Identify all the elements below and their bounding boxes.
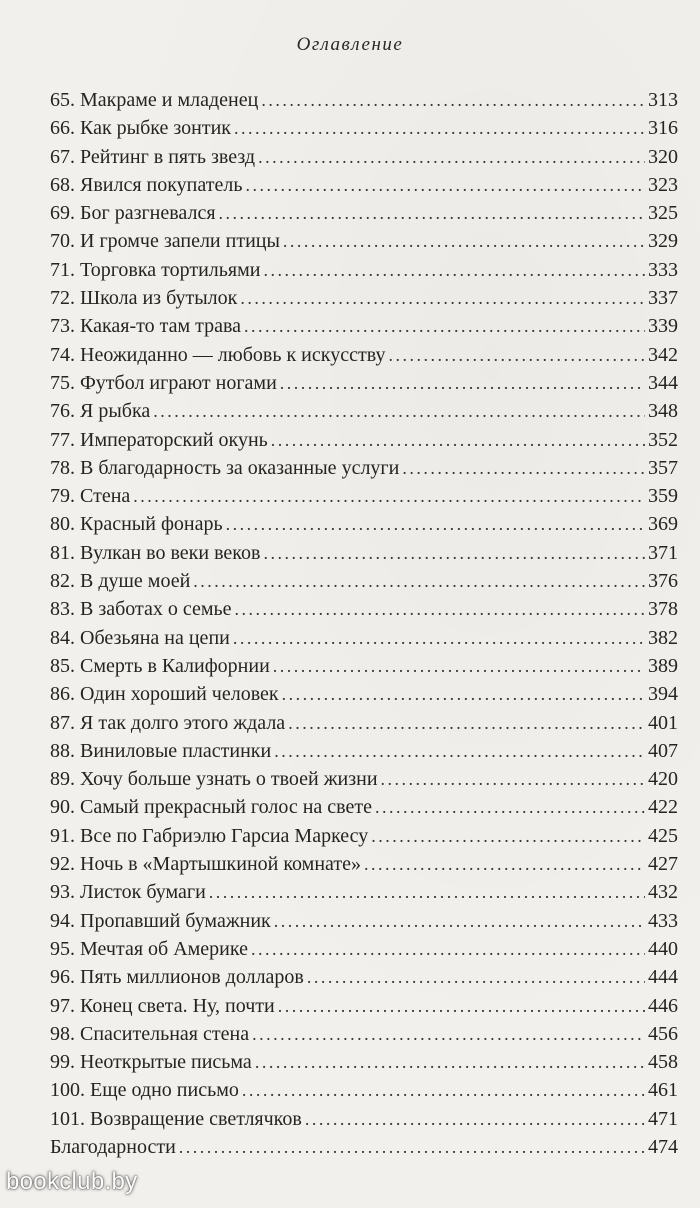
toc-entry-page-number: 456 xyxy=(648,1022,678,1045)
toc-entry xyxy=(50,963,678,991)
toc-entry-page-number: 444 xyxy=(648,966,678,989)
toc-entry-page-number: 378 xyxy=(648,598,678,621)
toc-entry xyxy=(50,1076,678,1104)
toc-entry-page-number: 352 xyxy=(648,428,678,451)
toc-entry xyxy=(50,907,678,935)
dot-leader xyxy=(252,1020,645,1048)
dot-leader xyxy=(261,86,645,114)
toc-entry-page-number: 461 xyxy=(648,1079,678,1102)
toc-entry-title: 99. Неоткрытые письма xyxy=(50,1051,252,1074)
toc-entry xyxy=(50,737,678,765)
table-of-contents xyxy=(50,86,678,1161)
toc-entry xyxy=(50,454,678,482)
toc-entry xyxy=(50,992,678,1020)
toc-entry-page-number: 369 xyxy=(648,513,678,536)
dot-leader xyxy=(280,369,645,397)
toc-entry-title: 86. Один хороший человек xyxy=(50,683,279,706)
toc-entry-title: 87. Я так долго этого ждала xyxy=(50,711,286,734)
toc-entry-title: 81. Вулкан во веки веков xyxy=(50,541,261,564)
toc-entry-title: 68. Явился покупатель xyxy=(50,173,243,196)
dot-leader xyxy=(278,992,645,1020)
dot-leader xyxy=(193,567,645,595)
toc-entry xyxy=(50,624,678,652)
dot-leader xyxy=(255,1048,645,1076)
dot-leader xyxy=(288,709,645,737)
toc-entry xyxy=(50,652,678,680)
toc-entry-title: 70. И громче запели птицы xyxy=(50,230,280,253)
toc-entry-title: 93. Листок бумаги xyxy=(50,881,206,904)
toc-entry-page-number: 425 xyxy=(648,824,678,847)
toc-entry-title: 75. Футбол играют ногами xyxy=(50,371,277,394)
dot-leader xyxy=(153,397,645,425)
toc-entry-title: 101. Возвращение светлячков xyxy=(50,1107,302,1130)
toc-entry-page-number: 401 xyxy=(648,711,678,734)
dot-leader xyxy=(235,595,645,623)
toc-entry-page-number: 313 xyxy=(648,89,678,111)
dot-leader xyxy=(234,114,645,142)
toc-entry-title: 79. Стена xyxy=(50,485,131,508)
toc-entry-title: 80. Красный фонарь xyxy=(50,513,223,536)
watermark-text: bookclub.by xyxy=(6,1168,138,1195)
dot-leader xyxy=(283,227,645,255)
dot-leader xyxy=(258,143,645,171)
toc-entry-title: 90. Самый прекрасный голос на свете xyxy=(50,796,372,819)
toc-entry-title: 83. В заботах о семье xyxy=(50,598,232,621)
dot-leader xyxy=(251,935,645,963)
toc-entry xyxy=(50,114,678,142)
toc-entry xyxy=(50,822,678,850)
toc-entry-page-number: 427 xyxy=(648,853,678,876)
toc-entry xyxy=(50,595,678,623)
toc-entry-title: 67. Рейтинг в пять звезд xyxy=(50,145,256,168)
dot-leader xyxy=(263,256,645,284)
dot-leader xyxy=(233,624,645,652)
toc-entry-title: 89. Хочу больше узнать о твоей жизни xyxy=(50,768,378,791)
toc-entry-title: 73. Какая-то там трава xyxy=(50,315,242,338)
toc-entry-title: 74. Неожиданно — любовь к искусству xyxy=(50,343,386,366)
toc-entry-page-number: 394 xyxy=(648,683,678,706)
dot-leader xyxy=(388,341,645,369)
toc-entry xyxy=(50,1048,678,1076)
toc-entry xyxy=(50,312,678,340)
toc-entry-page-number: 420 xyxy=(648,768,678,791)
toc-entry-page-number: 348 xyxy=(648,400,678,423)
toc-entry-page-number: 344 xyxy=(648,371,678,394)
toc-entry-title: 76. Я рыбка xyxy=(50,400,151,423)
toc-entry-page-number: 407 xyxy=(648,739,678,762)
toc-entry-page-number: 339 xyxy=(648,315,678,338)
toc-entry xyxy=(50,1133,678,1161)
toc-entry-title: 92. Ночь в «Мартышкиной комнате» xyxy=(50,853,362,876)
dot-leader xyxy=(375,793,645,821)
toc-entry xyxy=(50,482,678,510)
toc-entry-page-number: 474 xyxy=(648,1135,678,1158)
toc-entry-title: 100. Еще одно письмо xyxy=(50,1079,239,1102)
toc-entry xyxy=(50,1020,678,1048)
dot-leader xyxy=(364,850,645,878)
toc-entry-title: 84. Обезьяна на цепи xyxy=(50,626,230,649)
toc-entry xyxy=(50,143,678,171)
toc-entry xyxy=(50,284,678,312)
toc-entry xyxy=(50,878,678,906)
toc-entry xyxy=(50,510,678,538)
toc-entry-title: 69. Бог разгневался xyxy=(50,202,216,225)
toc-entry-title: 82. В душе моей xyxy=(50,570,191,593)
toc-entry-page-number: 432 xyxy=(648,881,678,904)
dot-leader xyxy=(245,171,645,199)
toc-entry-page-number: 316 xyxy=(648,117,678,140)
toc-entry-page-number: 337 xyxy=(648,287,678,310)
toc-entry-title: 78. В благодарность за оказанные услуги xyxy=(50,456,400,479)
toc-entry xyxy=(50,680,678,708)
toc-entry xyxy=(50,539,678,567)
toc-entry-title: 97. Конец света. Ну, почти xyxy=(50,994,275,1017)
toc-entry-page-number: 446 xyxy=(648,994,678,1017)
toc-entry-title: 85. Смерть в Калифорнии xyxy=(50,654,270,677)
toc-entry-page-number: 329 xyxy=(648,230,678,253)
toc-entry-page-number: 422 xyxy=(648,796,678,819)
toc-entry-title: 96. Пять миллионов долларов xyxy=(50,966,304,989)
dot-leader xyxy=(271,426,645,454)
toc-entry xyxy=(50,227,678,255)
toc-entry-title: 94. Пропавший бумажник xyxy=(50,909,271,932)
toc-entry-page-number: 389 xyxy=(648,654,678,677)
dot-leader xyxy=(273,652,645,680)
toc-entry-title: 95. Мечтая об Америке xyxy=(50,937,248,960)
dot-leader xyxy=(305,1105,645,1133)
dot-leader xyxy=(402,454,645,482)
dot-leader xyxy=(226,510,645,538)
toc-entry-page-number: 433 xyxy=(648,909,678,932)
dot-leader xyxy=(263,539,645,567)
toc-entry-page-number: 325 xyxy=(648,202,678,225)
dot-leader xyxy=(274,737,645,765)
toc-entry xyxy=(50,793,678,821)
toc-entry xyxy=(50,86,678,114)
toc-entry-page-number: 320 xyxy=(648,145,678,168)
toc-entry xyxy=(50,199,678,227)
dot-leader xyxy=(133,482,645,510)
dot-leader xyxy=(274,907,645,935)
toc-entry-page-number: 440 xyxy=(648,937,678,960)
toc-entry xyxy=(50,171,678,199)
toc-entry xyxy=(50,341,678,369)
toc-entry-title: 91. Все по Габриэлю Гарсиа Маркесу xyxy=(50,824,369,847)
toc-entry-title: 98. Спасительная стена xyxy=(50,1022,250,1045)
dot-leader xyxy=(381,765,645,793)
dot-leader xyxy=(282,680,645,708)
toc-entry xyxy=(50,765,678,793)
toc-entry xyxy=(50,426,678,454)
dot-leader xyxy=(371,822,645,850)
toc-entry-title: 65. Макраме и младенец xyxy=(50,89,259,111)
toc-entry xyxy=(50,709,678,737)
toc-entry-title: 66. Как рыбке зонтик xyxy=(50,117,232,140)
dot-leader xyxy=(209,878,645,906)
dot-leader xyxy=(242,1076,645,1104)
toc-entry-title: 72. Школа из бутылок xyxy=(50,287,238,310)
dot-leader xyxy=(240,284,645,312)
dot-leader xyxy=(244,312,645,340)
toc-entry-page-number: 376 xyxy=(648,570,678,593)
toc-entry-page-number: 323 xyxy=(648,173,678,196)
dot-leader xyxy=(219,199,645,227)
toc-entry-page-number: 357 xyxy=(648,456,678,479)
toc-entry-page-number: 382 xyxy=(648,626,678,649)
toc-entry xyxy=(50,1105,678,1133)
toc-entry xyxy=(50,397,678,425)
toc-entry-page-number: 471 xyxy=(648,1107,678,1130)
toc-entry-page-number: 342 xyxy=(648,343,678,366)
toc-entry-page-number: 333 xyxy=(648,258,678,281)
toc-entry xyxy=(50,256,678,284)
page-heading: Оглавление xyxy=(296,34,404,55)
toc-entry xyxy=(50,567,678,595)
toc-entry-page-number: 458 xyxy=(648,1051,678,1074)
toc-entry xyxy=(50,369,678,397)
toc-entry-title: 77. Императорский окунь xyxy=(50,428,268,451)
toc-entry-page-number: 359 xyxy=(648,485,678,508)
toc-entry-title: 88. Виниловые пластинки xyxy=(50,739,272,762)
toc-entry xyxy=(50,935,678,963)
dot-leader xyxy=(307,963,645,991)
toc-entry-title: 71. Торговка тортильями xyxy=(50,258,261,281)
toc-entry xyxy=(50,850,678,878)
toc-entry-title: Благодарности xyxy=(50,1135,176,1158)
toc-entry-page-number: 371 xyxy=(648,541,678,564)
dot-leader xyxy=(179,1133,645,1161)
